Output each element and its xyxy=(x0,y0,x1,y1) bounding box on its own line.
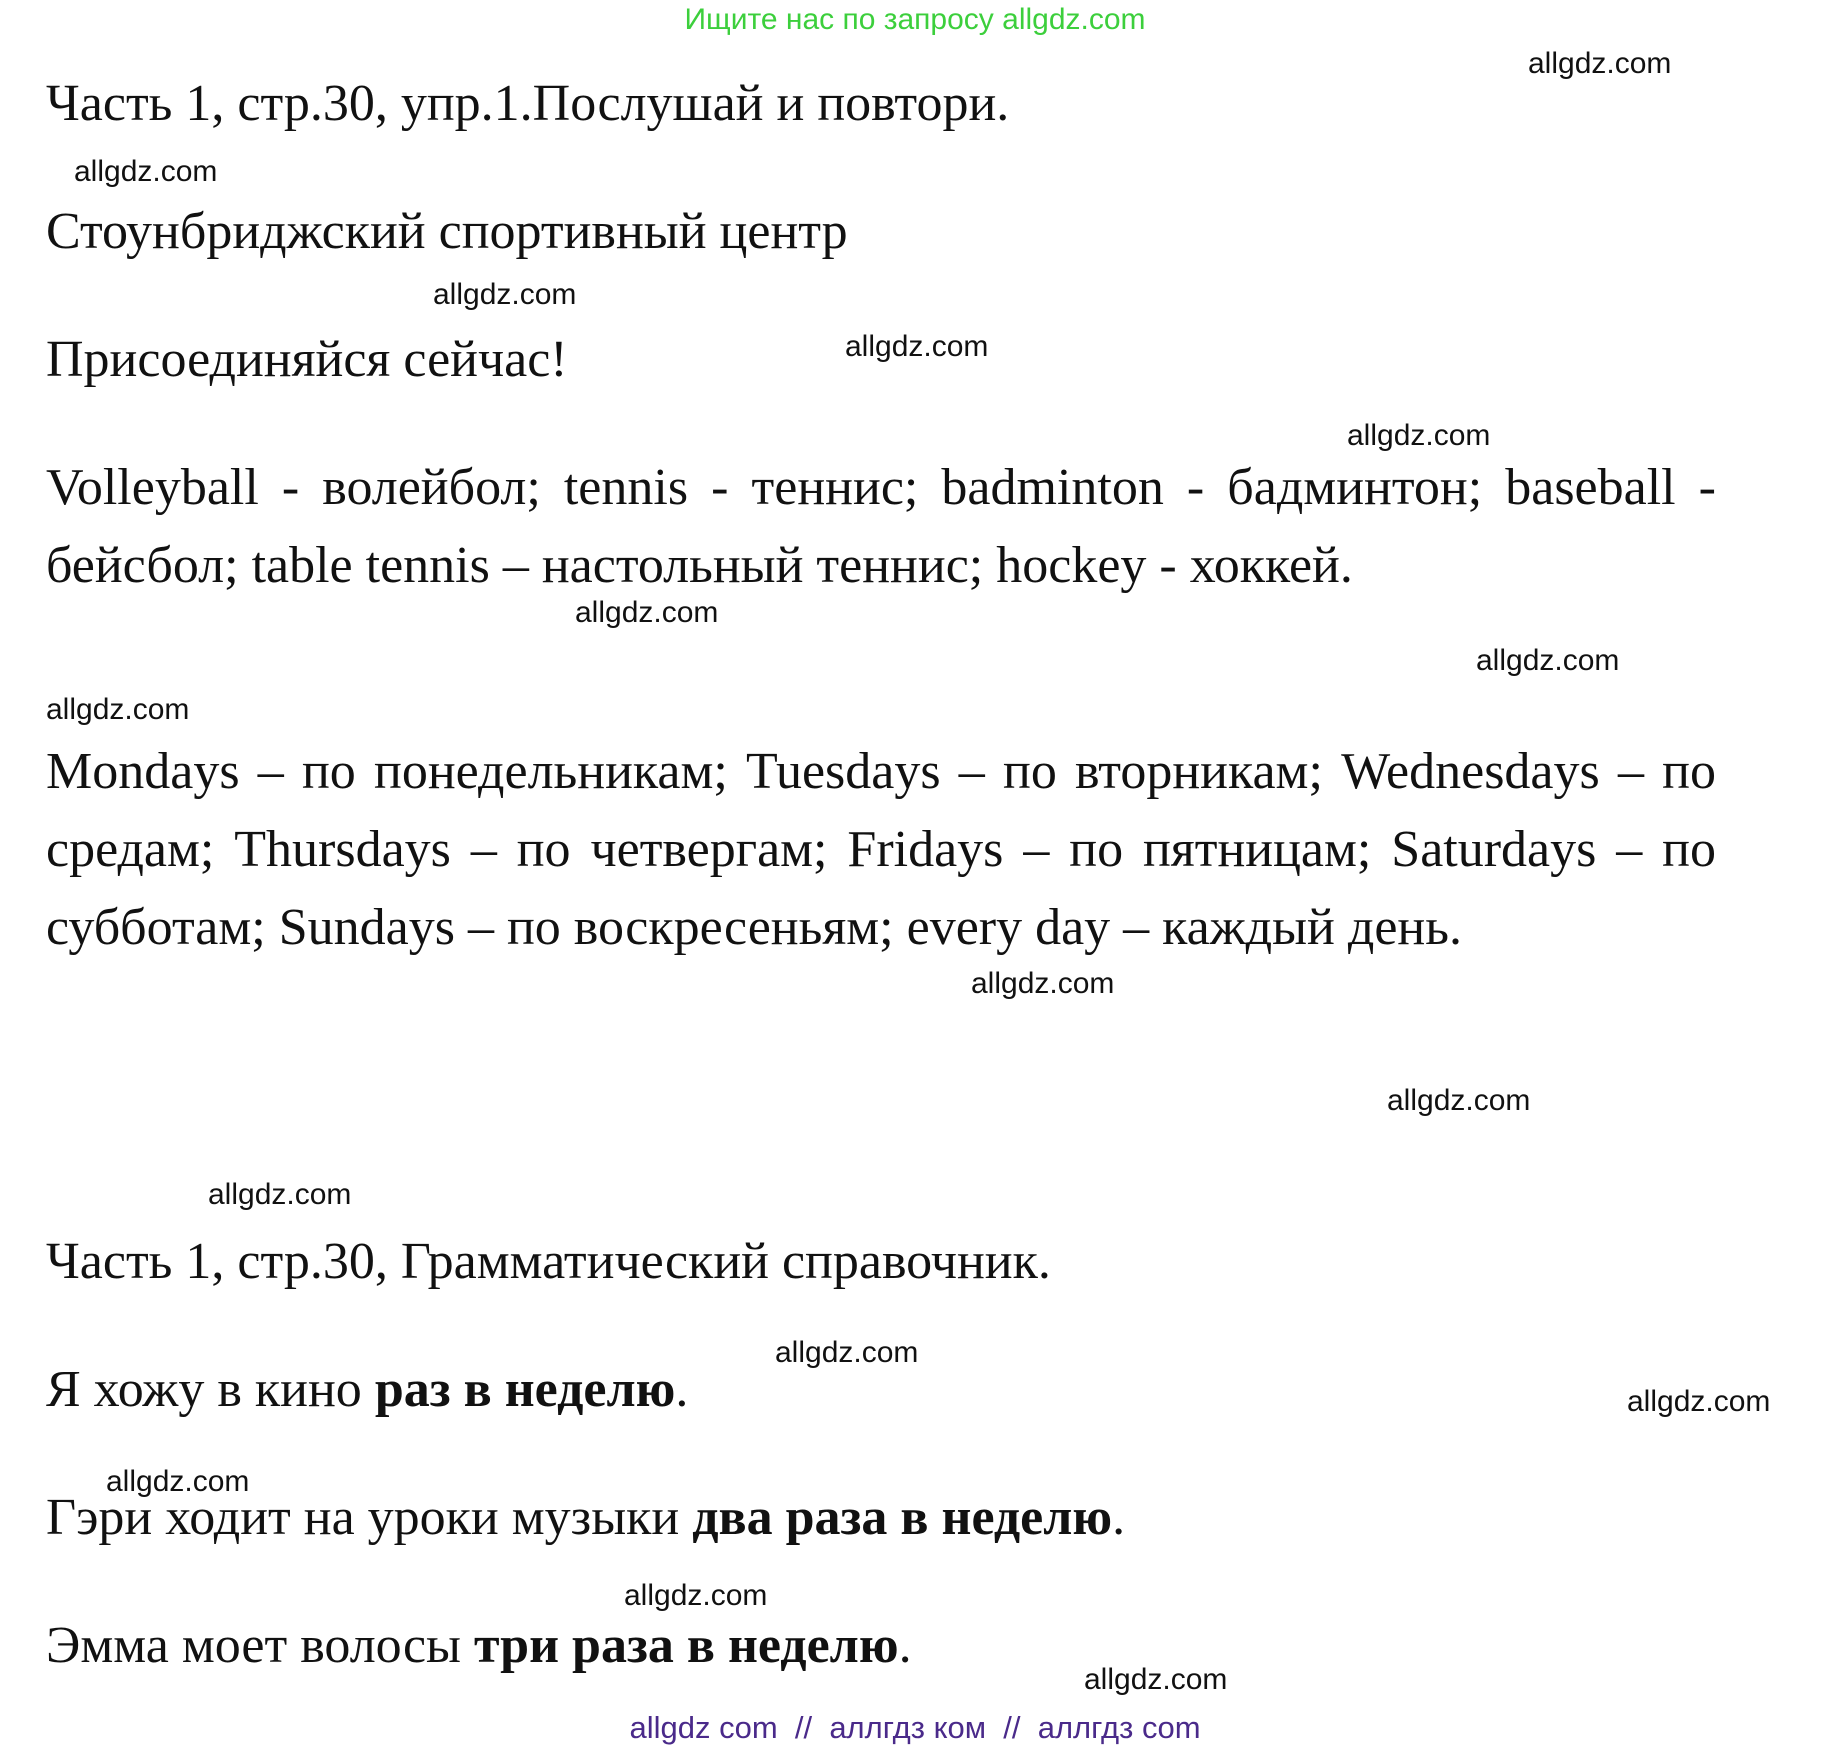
watermark: allgdz.com xyxy=(1347,419,1491,452)
watermark: allgdz.com xyxy=(46,693,190,726)
sports-center-title: Стоунбриджский спортивный центр xyxy=(46,203,848,260)
example-text: Гэри ходит на уроки музыки xyxy=(46,1489,693,1546)
sports-vocabulary: Volleyball - волейбол; tennis - теннис; badminton - бадминтон; baseball - бейсбол; table tennis – настольный теннис; hockey - хоккей. xyxy=(46,459,1716,594)
grammar-example xyxy=(46,1616,912,1676)
watermark: allgdz.com xyxy=(1387,1084,1531,1117)
watermark: allgdz.com xyxy=(1084,1663,1228,1696)
watermark: allgdz.com xyxy=(775,1336,919,1369)
frequency-phrase: раз в неделю xyxy=(374,1361,676,1418)
example-punctuation: . xyxy=(675,1361,689,1418)
example-punctuation: . xyxy=(1112,1489,1126,1546)
watermark: allgdz.com xyxy=(845,330,989,363)
days-vocabulary: Mondays – по понедельникам; Tuesdays – по вторникам; Wednesdays – по средам; Thursdays – по четвергам; Fridays – по пятницам; Saturdays – по субботам; Sundays – по воскресеньям; every day – каждый день. xyxy=(46,743,1716,956)
bottom-site-banner: allgdz com // аллгдз ком // аллгдз com xyxy=(629,1710,1201,1745)
top-search-banner: Ищите нас по запросу allgdz.com xyxy=(684,3,1146,36)
watermark: allgdz.com xyxy=(1476,644,1620,677)
watermark: allgdz.com xyxy=(624,1579,768,1612)
join-now-slogan: Присоединяйся сейчас! xyxy=(46,331,568,388)
watermark: allgdz.com xyxy=(1528,47,1672,80)
watermark: allgdz.com xyxy=(971,967,1115,1000)
example-text: Я хожу в кино xyxy=(46,1361,375,1418)
section1-heading: Часть 1, стр.30, упр.1.Послушай и повтори. xyxy=(46,75,1010,132)
example-punctuation: . xyxy=(898,1617,912,1674)
frequency-phrase: три раза в неделю xyxy=(473,1617,899,1674)
watermark: allgdz.com xyxy=(1627,1385,1771,1418)
watermark: allgdz.com xyxy=(74,155,218,188)
watermark: allgdz.com xyxy=(208,1178,352,1211)
section2-heading: Часть 1, стр.30, Грамматический справочник. xyxy=(46,1233,1051,1290)
watermark: allgdz.com xyxy=(433,278,577,311)
watermark: allgdz.com xyxy=(106,1465,250,1498)
watermark: allgdz.com xyxy=(575,596,719,629)
grammar-example xyxy=(46,1488,1125,1548)
example-text: Эмма моет волосы xyxy=(46,1617,474,1674)
grammar-example xyxy=(46,1360,688,1420)
frequency-phrase: два раза в неделю xyxy=(692,1489,1113,1546)
